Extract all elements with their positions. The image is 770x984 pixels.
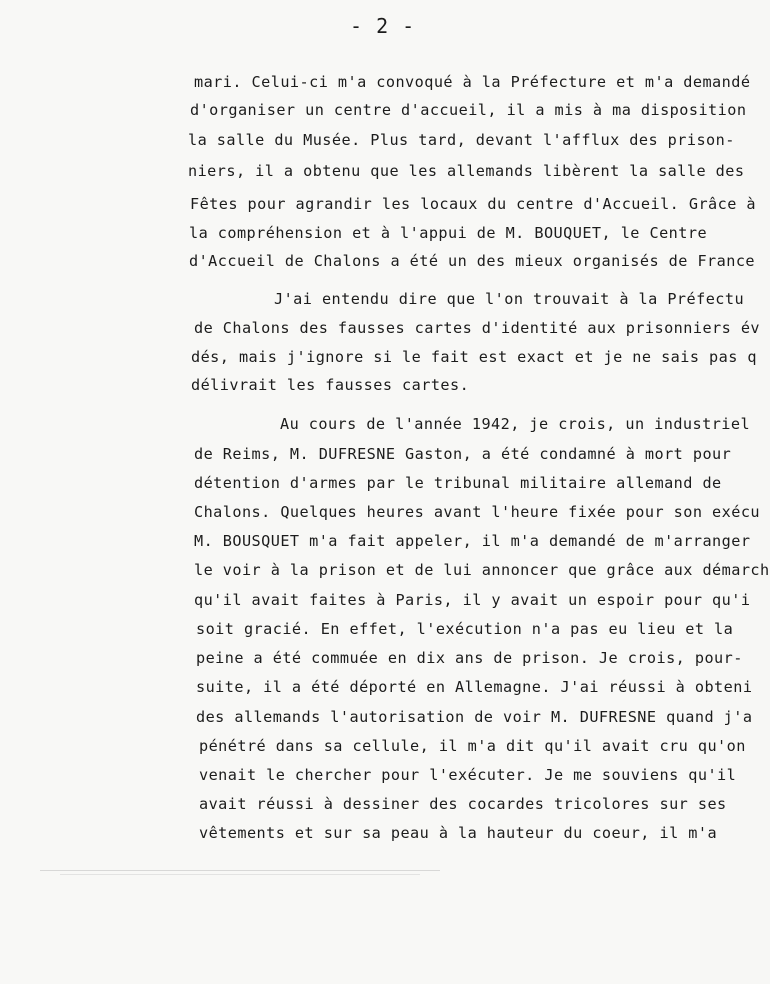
text-line: M. BOUSQUET m'a fait appeler, il m'a demandé de m'arranger bbox=[194, 532, 751, 550]
text-line: Au cours de l'année 1942, je crois, un industriel bbox=[280, 415, 751, 433]
text-line: avait réussi à dessiner des cocardes tricolores sur ses bbox=[199, 795, 727, 813]
text-line: la compréhension et à l'appui de M. BOUQUET, le Centre bbox=[189, 224, 708, 242]
text-line: de Reims, M. DUFRESNE Gaston, a été condamné à mort pour bbox=[194, 445, 732, 463]
text-line: mari. Celui-ci m'a convoqué à la Préfecture et m'a demandé bbox=[194, 73, 751, 91]
scan-artifact bbox=[60, 874, 420, 875]
text-line: niers, il a obtenu que les allemands libèrent la salle des bbox=[188, 162, 745, 180]
text-line: des allemands l'autorisation de voir M. DUFRESNE quand j'a bbox=[196, 708, 753, 726]
text-line: Fêtes pour agrandir les locaux du centre d'Accueil. Grâce à bbox=[190, 195, 757, 213]
text-line: J'ai entendu dire que l'on trouvait à la Préfectu bbox=[274, 290, 745, 308]
scan-artifact bbox=[40, 870, 440, 871]
text-line: suite, il a été déporté en Allemagne. J'ai réussi à obteni bbox=[196, 678, 753, 696]
text-line: la salle du Musée. Plus tard, devant l'afflux des prison- bbox=[188, 131, 735, 149]
page-number: - 2 - bbox=[350, 14, 416, 38]
text-line: dés, mais j'ignore si le fait est exact et je ne sais pas q bbox=[191, 348, 758, 366]
text-line: d'Accueil de Chalons a été un des mieux organisés de France bbox=[189, 252, 756, 270]
text-line: Chalons. Quelques heures avant l'heure fixée pour son exécu bbox=[194, 503, 761, 521]
text-line: délivrait les fausses cartes. bbox=[191, 376, 470, 394]
text-line: le voir à la prison et de lui annoncer que grâce aux démarch bbox=[194, 561, 770, 579]
text-line: d'organiser un centre d'accueil, il a mis à ma disposition bbox=[190, 101, 747, 119]
text-line: peine a été commuée en dix ans de prison. Je crois, pour- bbox=[196, 649, 743, 667]
text-line: pénétré dans sa cellule, il m'a dit qu'il avait cru qu'on bbox=[199, 737, 746, 755]
text-line: qu'il avait faites à Paris, il y avait un espoir pour qu'i bbox=[194, 591, 751, 609]
text-line: venait le chercher pour l'exécuter. Je me souviens qu'il bbox=[199, 766, 737, 784]
text-line: vêtements et sur sa peau à la hauteur du coeur, il m'a bbox=[199, 824, 718, 842]
text-line: soit gracié. En effet, l'exécution n'a pas eu lieu et la bbox=[196, 620, 734, 638]
text-line: détention d'armes par le tribunal militaire allemand de bbox=[194, 474, 722, 492]
text-line: de Chalons des fausses cartes d'identité aux prisonniers év bbox=[194, 319, 761, 337]
